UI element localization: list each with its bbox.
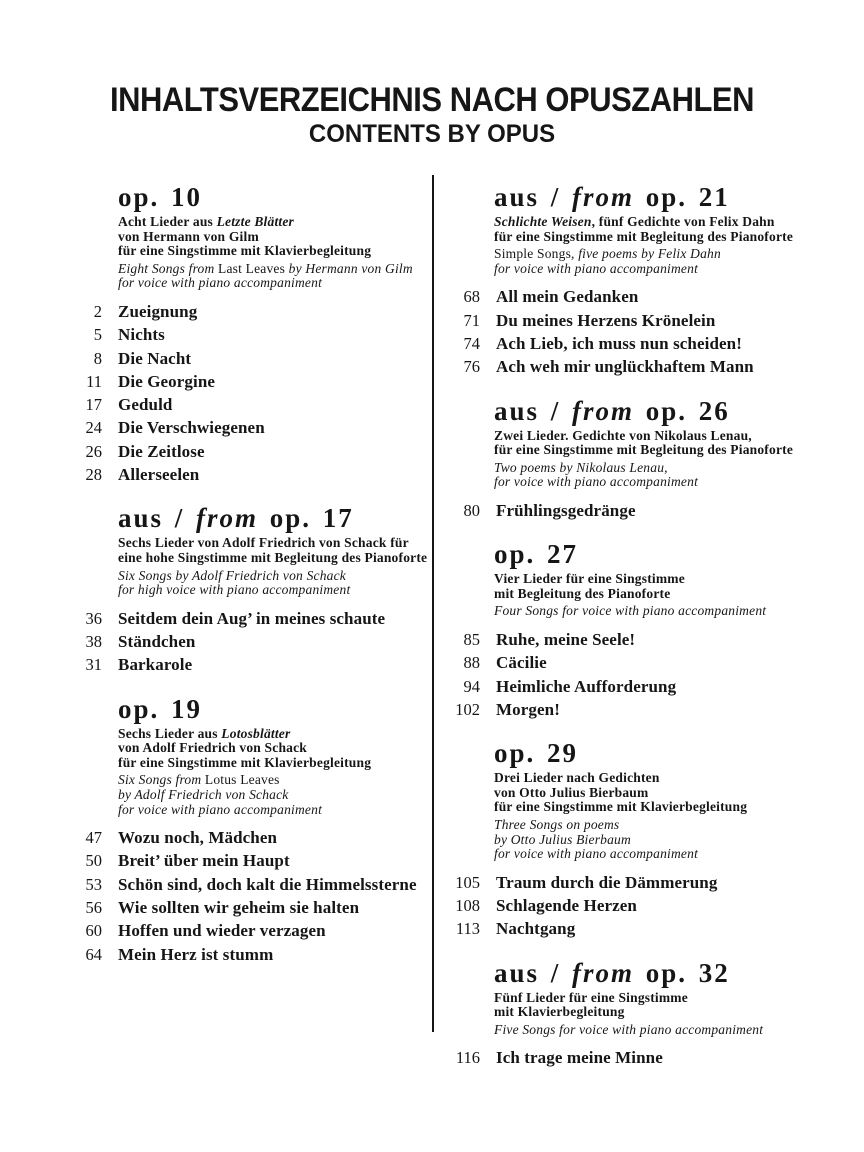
description-english-line	[68, 583, 432, 598]
text-segment: Four Songs for voice with piano accompaniment	[494, 603, 767, 619]
entry-list	[68, 609, 432, 679]
text-segment: op. 19	[118, 693, 203, 724]
page-number: 71	[463, 310, 480, 330]
description-german-line	[446, 1005, 846, 1020]
text-segment: für eine Singstimme mit Klavierbegleitung	[494, 799, 748, 815]
text-segment: für eine Singstimme mit Begleitung des Pianoforte	[494, 442, 794, 458]
text-segment: op. 10	[118, 182, 203, 212]
opus-heading	[446, 183, 846, 211]
page-number: 36	[85, 608, 102, 628]
page-number: 88	[463, 653, 480, 673]
text-segment: mit Begleitung des Pianoforte	[494, 585, 671, 601]
opus-heading	[68, 695, 432, 723]
text-segment: op. 26	[634, 395, 730, 426]
text-segment: from	[196, 503, 259, 534]
song-title: Die Nacht	[118, 348, 192, 368]
song-title: Hoffen und wieder verzagen	[118, 921, 326, 941]
toc-entry	[68, 921, 432, 944]
toc-entry	[446, 873, 846, 896]
text-segment: für eine Singstimme mit Klavierbegleitung	[118, 754, 372, 770]
description-english-line	[446, 247, 846, 262]
description-english	[446, 604, 846, 619]
toc-entry	[446, 1048, 846, 1071]
text-segment: für eine Singstimme mit Klavierbegleitung	[118, 243, 372, 259]
toc-entry	[446, 896, 846, 919]
text-segment: op. 17	[258, 503, 354, 534]
song-title: Wie sollten wir geheim sie halten	[118, 898, 360, 918]
text-segment: eine hohe Singstimme mit Begleitung des Pianoforte	[118, 549, 428, 565]
description-english-line	[68, 276, 432, 291]
text-segment: by Hermann von Gilm	[285, 260, 413, 276]
text-segment: Acht Lieder aus	[118, 214, 217, 229]
toc-column-left	[68, 183, 432, 984]
text-segment: for voice with piano accompaniment	[118, 275, 323, 291]
page-number: 76	[463, 357, 480, 377]
section-op-10	[68, 183, 432, 488]
text-segment: for voice with piano accompaniment	[494, 474, 699, 490]
song-title: Die Zeitlose	[118, 441, 205, 461]
description-german-line	[68, 230, 432, 245]
description-english-line	[68, 262, 432, 277]
song-title: Die Georgine	[118, 371, 216, 391]
description-english-line	[446, 604, 846, 619]
toc-entry	[68, 609, 432, 632]
description-english-line	[68, 788, 432, 803]
description-english-line	[68, 569, 432, 584]
page-number: 28	[85, 465, 102, 485]
description-german-line	[68, 215, 432, 230]
page-number: 53	[85, 874, 102, 894]
entry-list	[446, 630, 846, 723]
song-title: Ich trage meine Minne	[496, 1048, 663, 1068]
song-title: Schön sind, doch kalt die Himmelssterne	[118, 874, 417, 894]
description-english-line	[446, 461, 846, 476]
description-german	[446, 429, 846, 458]
description-german-line	[68, 536, 432, 551]
toc-entry	[68, 372, 432, 395]
text-segment: for high voice with piano accompaniment	[118, 582, 351, 598]
page-number: 80	[463, 500, 480, 520]
page-number: 50	[85, 851, 102, 871]
description-english-line	[446, 833, 846, 848]
toc-entry	[446, 677, 846, 700]
description-german-line	[446, 800, 846, 815]
description-german	[68, 727, 432, 771]
song-title: Du meines Herzens Krönelein	[496, 310, 716, 330]
section-op-32	[446, 959, 846, 1072]
section-op-21	[446, 183, 846, 381]
text-segment: Schlichte Weisen	[494, 214, 592, 229]
song-title: Barkarole	[118, 655, 193, 675]
description-german-line	[68, 756, 432, 771]
page-number: 5	[93, 325, 102, 345]
text-segment: Zwei Lieder. Gedichte von Nikolaus Lenau,	[494, 427, 752, 443]
page-number: 108	[455, 896, 480, 916]
description-german-line	[446, 991, 846, 1006]
text-segment: Lotosblätter	[221, 725, 291, 741]
text-segment: aus /	[494, 182, 573, 212]
opus-heading	[446, 959, 846, 987]
song-title: Allerseelen	[118, 465, 200, 485]
text-segment: Simple Songs	[494, 246, 572, 262]
section-op-19	[68, 695, 432, 968]
song-title: Ständchen	[118, 632, 196, 652]
text-segment: Letzte Blätter	[216, 214, 294, 229]
page-number: 56	[85, 898, 102, 918]
song-title: All mein Gedanken	[496, 287, 639, 307]
description-german-line	[446, 429, 846, 444]
page-number: 116	[455, 1048, 480, 1068]
description-german-line	[68, 741, 432, 756]
toc-entry	[68, 945, 432, 968]
entry-list	[446, 1048, 846, 1071]
text-segment: mit Klavierbegleitung	[494, 1004, 625, 1020]
text-segment: Lotus Leaves	[204, 772, 280, 788]
text-segment: by Otto Julius Bierbaum	[494, 831, 631, 847]
page-number: 85	[463, 630, 480, 650]
page-number: 31	[85, 655, 102, 675]
song-title: Ach Lieb, ich muss nun scheiden!	[496, 333, 742, 353]
toc-entry	[68, 851, 432, 874]
text-segment: Last Leaves	[218, 260, 286, 276]
text-segment: aus /	[494, 957, 573, 988]
song-title: Heimliche Aufforderung	[496, 676, 677, 696]
text-segment: op. 32	[634, 957, 730, 988]
description-german-line	[68, 727, 432, 742]
page-number: 17	[85, 395, 102, 415]
page-header	[0, 82, 864, 148]
page-number: 68	[463, 287, 480, 307]
page-number: 64	[85, 944, 102, 964]
text-segment: Drei Lieder nach Gedichten	[494, 770, 660, 786]
text-segment: , five poems by Felix Dahn	[571, 246, 721, 262]
description-german	[446, 771, 846, 815]
song-title: Zueignung	[118, 301, 198, 321]
song-title: Seitdem dein Aug’ in meines schaute	[118, 608, 386, 628]
text-segment: by Adolf Friedrich von Schack	[118, 786, 289, 802]
page-number: 60	[85, 921, 102, 941]
description-english	[446, 818, 846, 862]
entry-list	[68, 828, 432, 968]
section-op-26	[446, 397, 846, 525]
toc-entry	[68, 302, 432, 325]
song-title: Wozu noch, Mädchen	[118, 828, 278, 848]
toc-entry	[68, 349, 432, 372]
song-title: Morgen!	[496, 699, 560, 719]
description-english-line	[446, 475, 846, 490]
page-number: 24	[85, 418, 102, 438]
description-german-line	[446, 230, 846, 245]
entry-list	[446, 287, 846, 380]
text-segment: from	[572, 395, 635, 426]
description-english-line	[446, 262, 846, 277]
song-title: Die Verschwiegenen	[118, 418, 265, 438]
opus-heading	[446, 739, 846, 767]
text-segment: for voice with piano accompaniment	[494, 846, 699, 862]
toc-entry	[68, 828, 432, 851]
toc-entry	[68, 875, 432, 898]
song-title: Mein Herz ist stumm	[118, 944, 274, 964]
section-op-29	[446, 739, 846, 942]
entry-list	[446, 873, 846, 943]
toc-entry	[446, 311, 846, 334]
opus-heading	[68, 183, 432, 211]
description-german-line	[446, 215, 846, 230]
toc-entry	[446, 501, 846, 524]
toc-entry	[446, 334, 846, 357]
text-segment: from	[572, 957, 635, 988]
page-number: 2	[93, 301, 102, 321]
description-english	[68, 773, 432, 817]
song-title: Geduld	[118, 395, 173, 415]
description-english-line	[446, 818, 846, 833]
song-title: Schlagende Herzen	[496, 896, 637, 916]
song-title: Cäcilie	[496, 653, 547, 673]
entry-list	[446, 501, 846, 524]
text-segment: Sechs Lieder von Adolf Friedrich von Schack für	[118, 535, 409, 551]
song-title: Frühlingsgedränge	[496, 500, 636, 520]
text-segment: op. 21	[634, 182, 730, 212]
column-divider-rule	[432, 175, 434, 1032]
text-segment: , fünf Gedichte von Felix Dahn	[591, 214, 775, 229]
page-title-german: INHALTSVERZEICHNIS NACH OPUSZAHLEN	[109, 81, 755, 119]
song-title: Breit’ über mein Haupt	[118, 851, 290, 871]
description-german	[68, 536, 432, 565]
description-english	[446, 247, 846, 276]
description-german	[446, 215, 846, 244]
toc-entry	[68, 655, 432, 678]
text-segment: for voice with piano accompaniment	[494, 260, 699, 276]
description-german-line	[446, 587, 846, 602]
description-german	[446, 572, 846, 601]
text-segment: Five Songs for voice with piano accompaniment	[494, 1021, 764, 1037]
toc-entry	[68, 325, 432, 348]
toc-column-right	[446, 183, 846, 1088]
toc-entry	[68, 418, 432, 441]
page-number: 94	[463, 676, 480, 696]
description-english-line	[446, 1023, 846, 1038]
text-segment: Sechs Lieder aus	[118, 725, 222, 741]
page-number: 74	[463, 333, 480, 353]
description-english	[446, 461, 846, 490]
section-op-17	[68, 504, 432, 678]
song-title: Ruhe, meine Seele!	[496, 630, 636, 650]
toc-entry	[446, 919, 846, 942]
toc-entry	[68, 465, 432, 488]
description-german	[446, 991, 846, 1020]
text-segment: from	[572, 182, 635, 212]
text-segment: aus /	[494, 395, 573, 426]
text-segment: Vier Lieder für eine Singstimme	[494, 571, 685, 587]
description-german-line	[446, 443, 846, 458]
toc-entry	[446, 700, 846, 723]
song-title: Nachtgang	[496, 919, 576, 939]
text-segment: von Adolf Friedrich von Schack	[118, 740, 308, 756]
toc-entry	[68, 442, 432, 465]
toc-entry	[446, 630, 846, 653]
text-segment: for voice with piano accompaniment	[118, 801, 323, 817]
opus-heading	[68, 504, 432, 532]
section-op-27	[446, 540, 846, 723]
description-german	[68, 215, 432, 259]
description-english-line	[68, 773, 432, 788]
page-number: 113	[455, 919, 480, 939]
page-number: 38	[85, 632, 102, 652]
page-number: 105	[455, 872, 480, 892]
description-english	[68, 569, 432, 598]
text-segment: Fünf Lieder für eine Singstimme	[494, 989, 688, 1005]
text-segment: op. 27	[494, 539, 579, 570]
description-english	[68, 262, 432, 291]
opus-heading	[446, 540, 846, 568]
text-segment: von Otto Julius Bierbaum	[494, 784, 649, 800]
description-english	[446, 1023, 846, 1038]
description-english-line	[68, 803, 432, 818]
song-title: Traum durch die Dämmerung	[496, 872, 718, 892]
toc-entry	[446, 357, 846, 380]
description-german-line	[446, 786, 846, 801]
opus-heading	[446, 397, 846, 425]
page-number: 26	[85, 441, 102, 461]
song-title: Ach weh mir unglückhaftem Mann	[496, 357, 754, 377]
page-title-english: CONTENTS BY OPUS	[308, 120, 556, 148]
description-german-line	[68, 551, 432, 566]
text-segment: Six Songs from	[118, 772, 205, 788]
text-segment: aus /	[118, 503, 197, 534]
toc-entry	[68, 632, 432, 655]
text-segment: für eine Singstimme mit Begleitung des Pianoforte	[494, 228, 794, 244]
page-number: 102	[455, 699, 480, 719]
text-segment: Two poems by Nikolaus Lenau,	[494, 459, 668, 475]
page-number: 8	[93, 348, 102, 368]
text-segment: Three Songs on poems	[494, 816, 620, 832]
description-german-line	[446, 572, 846, 587]
toc-entry	[446, 653, 846, 676]
entry-list	[68, 302, 432, 488]
toc-entry	[446, 287, 846, 310]
text-segment: op. 29	[494, 738, 579, 769]
description-english-line	[446, 847, 846, 862]
text-segment: von Hermann von Gilm	[118, 228, 259, 244]
song-title: Nichts	[118, 325, 165, 345]
text-segment: Six Songs by Adolf Friedrich von Schack	[118, 567, 346, 583]
text-segment: Eight Songs from	[118, 260, 219, 276]
description-german-line	[446, 771, 846, 786]
toc-entry	[68, 395, 432, 418]
page-number: 47	[85, 828, 102, 848]
toc-entry	[68, 898, 432, 921]
page-number: 11	[86, 371, 102, 391]
description-german-line	[68, 244, 432, 259]
